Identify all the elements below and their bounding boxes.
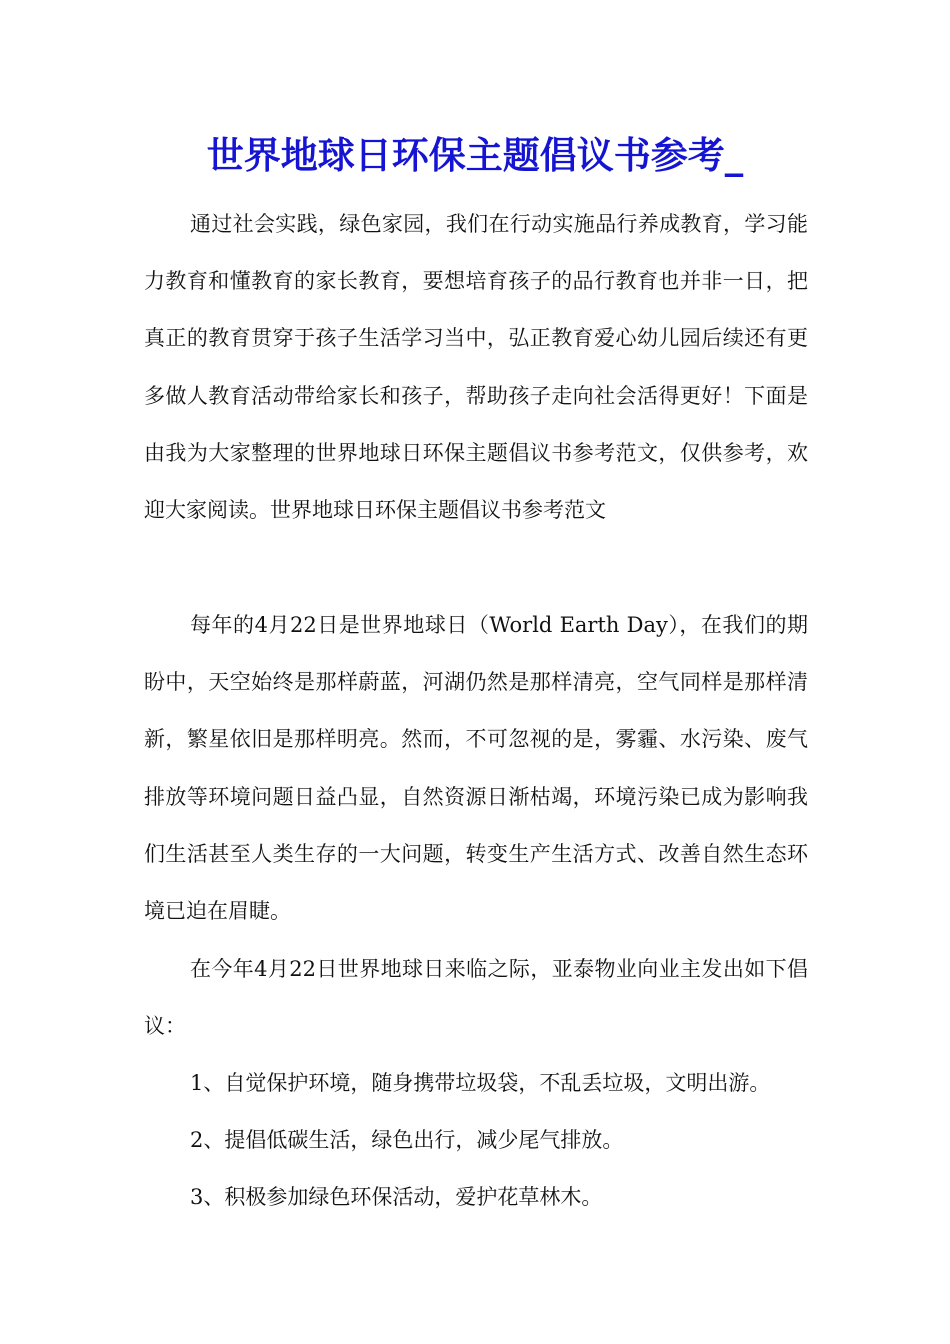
document-title: 世界地球日环保主题倡议书参考_ — [206, 133, 744, 177]
intro-paragraph: 通过社会实践，绿色家园，我们在行动实施品行养成教育，学习能力教育和懂教育的家长教育，要想培育孩子的品行教育也并非一日，把真正的教育贯穿于孩子生活学习当中，弘正教育爱心幼儿园后续还有更多做人教育活动带给家长和孩子，帮助孩子走向社会活得更好！下面是由我为大家整理的世界地球日环保主题倡议书参考范文，仅供参考，欢迎大家阅读。世界地球日环保主题倡议书参考范文 — [144, 212, 808, 523]
proposal-item: 3、积极参加绿色环保活动，爱护花草林木。 — [190, 1185, 603, 1209]
proposal-item: 1、自觉保护环境，随身携带垃圾袋，不乱丢垃圾，文明出游。 — [190, 1071, 771, 1095]
proposal-item: 2、提倡低碳生活，绿色出行，减少尾气排放。 — [190, 1128, 624, 1152]
proposal-paragraph: 在今年4月22日世界地球日来临之际，亚泰物业向业主发出如下倡议： — [144, 957, 808, 1039]
earth-day-paragraph: 每年的4月22日是世界地球日（World Earth Day），在我们的期盼中，天空始终是那样蔚蓝，河湖仍然是那样清亮，空气同样是那样清新，繁星依旧是那样明亮。然而，不可忽视的是，雾霾、水污染、废气排放等环境问题日益凸显，自然资源日渐枯竭，环境污染已成为影响我们生活甚至人类生存的一大问题，转变生产生活方式、改善自然生态环境已迫在眉睫。 — [144, 613, 808, 924]
